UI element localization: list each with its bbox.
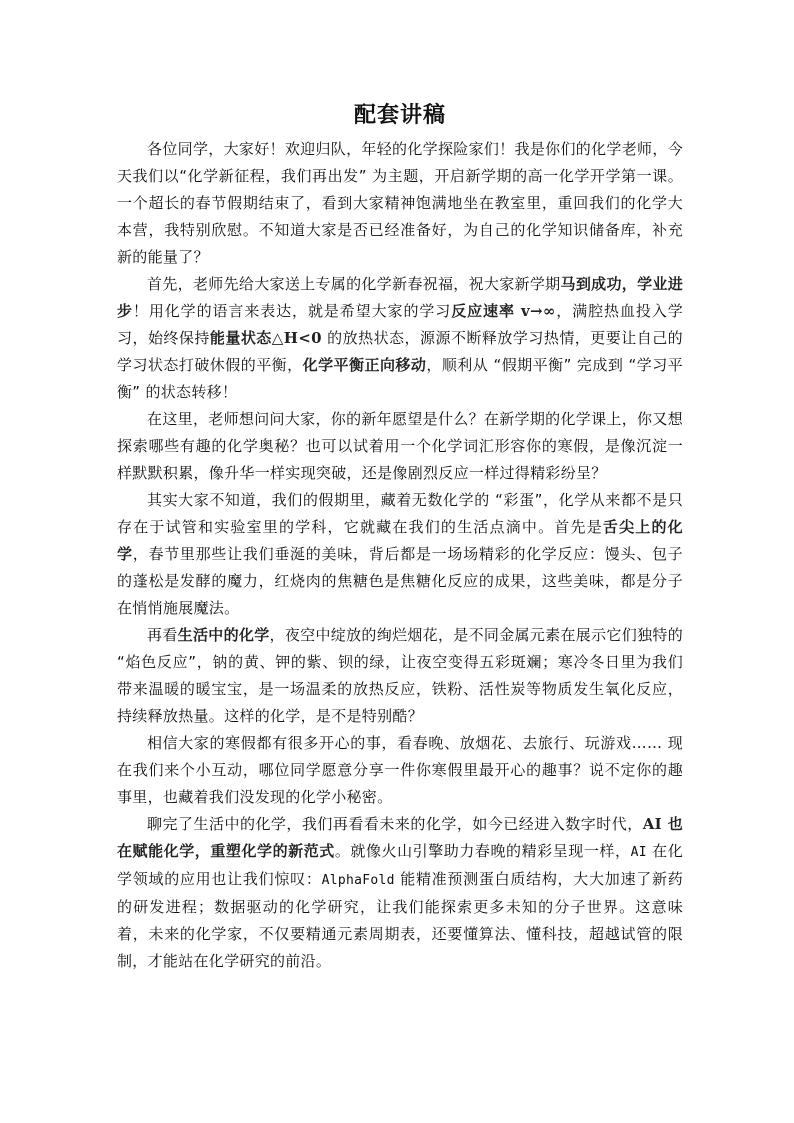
paragraph-text: 首先，老师先给大家送上专属的化学新春祝福，祝大家新学期 [147, 275, 561, 293]
document-page [117, 98, 683, 975]
paragraph-text: 再看 [147, 626, 178, 644]
paragraph-text: ，满腔热血投入学习，始终保持 [117, 302, 683, 347]
code-text: AlphaFold [321, 873, 395, 888]
paragraph-text: ，春节里那些让我们垂涎的美味，背后都是一场场精彩的化学反应：馒头、包子的蓬松是发酵的魔力，红烧肉的焦糖色是焦糖化反应的成果，这些美味，都是分子在悄悄施展魔法。 [117, 545, 683, 617]
paragraph [117, 136, 683, 271]
emphasized-text: AI 也在赋能化学，重塑化学的新范式 [117, 815, 684, 860]
document-title: 配套讲稿 [353, 103, 446, 128]
emphasized-text: 舌尖上的化学 [117, 518, 683, 563]
paragraph-text: ，夜空中绽放的绚烂烟花，是不同金属元素在展示它们独特的 “焰色反应”，钠的黄、钾的紫、钡的绿，让夜空变得五彩斑斓；寒冷冬日里为我们带来温暖的暖宝宝，是一场温柔的放热反应，铁粉、活性炭等物质发生氧化反应，持续释放热量。这样的化学，是不是特别酷？ [117, 626, 683, 725]
emphasized-text: 化学平衡正向移动 [302, 356, 427, 374]
paragraph-text: 相信大家的寒假都有很多开心的事，看春晚、放烟花、去旅行、玩游戏…… 现在我们来个小互动，哪位同学愿意分享一件你寒假里最开心的趣事？说不定你的趣事里，也藏着我们没发现的化学小秘密。 [117, 734, 683, 806]
paragraph-text: 各位同学，大家好！欢迎归队，年轻的化学探险家们！我是你们的化学老师，今天我们以“化学新征程，我们再出发” 为主题，开启新学期的高一化学开学第一课。一个超长的春节假期结束了，看到大家精神饱满地坐在教室里，重回我们的化学大本营，我特别欣慰。不知道大家是否已经准备好，为自己的化学知识储备库，补充新的能量了？ [117, 140, 683, 266]
paragraph-text: 。就像火山引擎助力春晚的精彩呈现一样， [334, 842, 631, 860]
code-text: AI [630, 845, 647, 860]
paragraph-text: 在这里，老师想问问大家，你的新年愿望是什么？在新学期的化学课上，你又想探索哪些有趣的化学奥秘？也可以试着用一个化学词汇形容你的寒假，是像沉淀一样默默积累，像升华一样实现突破，还是像剧烈反应一样过得精彩纷呈？ [117, 410, 683, 482]
emphasized-text: 马到成功，学业进步 [117, 275, 684, 320]
paragraph-text: 在化学领域的应用也让我们惊叹： [117, 842, 684, 888]
paragraph-text: 聊完了生活中的化学，我们再看看未来的化学，如今已经进入数字时代， [147, 815, 643, 833]
paragraph-text: 的放热状态，源源不断释放学习热情，更要让自己的学习状态打破休假的平衡， [117, 329, 683, 374]
paragraph [117, 730, 683, 811]
paragraph [117, 271, 683, 406]
emphasized-text: 生活中的化学 [177, 626, 270, 644]
paragraph-text: ，顺利从 “假期平衡” 完成到 “学习平衡” 的状态转移！ [117, 356, 683, 401]
paragraph [117, 487, 683, 622]
paragraph-text: 其实大家不知道，我们的假期里，藏着无数化学的 “彩蛋”，化学从来都不是只存在于试管和实验室里的学科，它就藏在我们的生活点滴中。首先是 [117, 491, 683, 536]
document-body [117, 136, 683, 975]
emphasized-text: 反应速率 v→∞ [451, 302, 556, 320]
emphasized-text: 能量状态△H<0 [209, 329, 322, 347]
paragraph [117, 406, 683, 487]
paragraph [117, 811, 683, 975]
paragraph-text: 能精准预测蛋白质结构，大大加速了新药的研发进程；数据驱动的化学研究，让我们能探索更多未知的分子世界。这意味着，未来的化学家，不仅要精通元素周期表，还要懂算法、懂科技，超越试管的限制，才能站在化学研究的前沿。 [117, 870, 683, 970]
paragraph-text: ！用化学的语言来表达，就是希望大家的学习 [132, 302, 452, 320]
paragraph [117, 622, 683, 730]
